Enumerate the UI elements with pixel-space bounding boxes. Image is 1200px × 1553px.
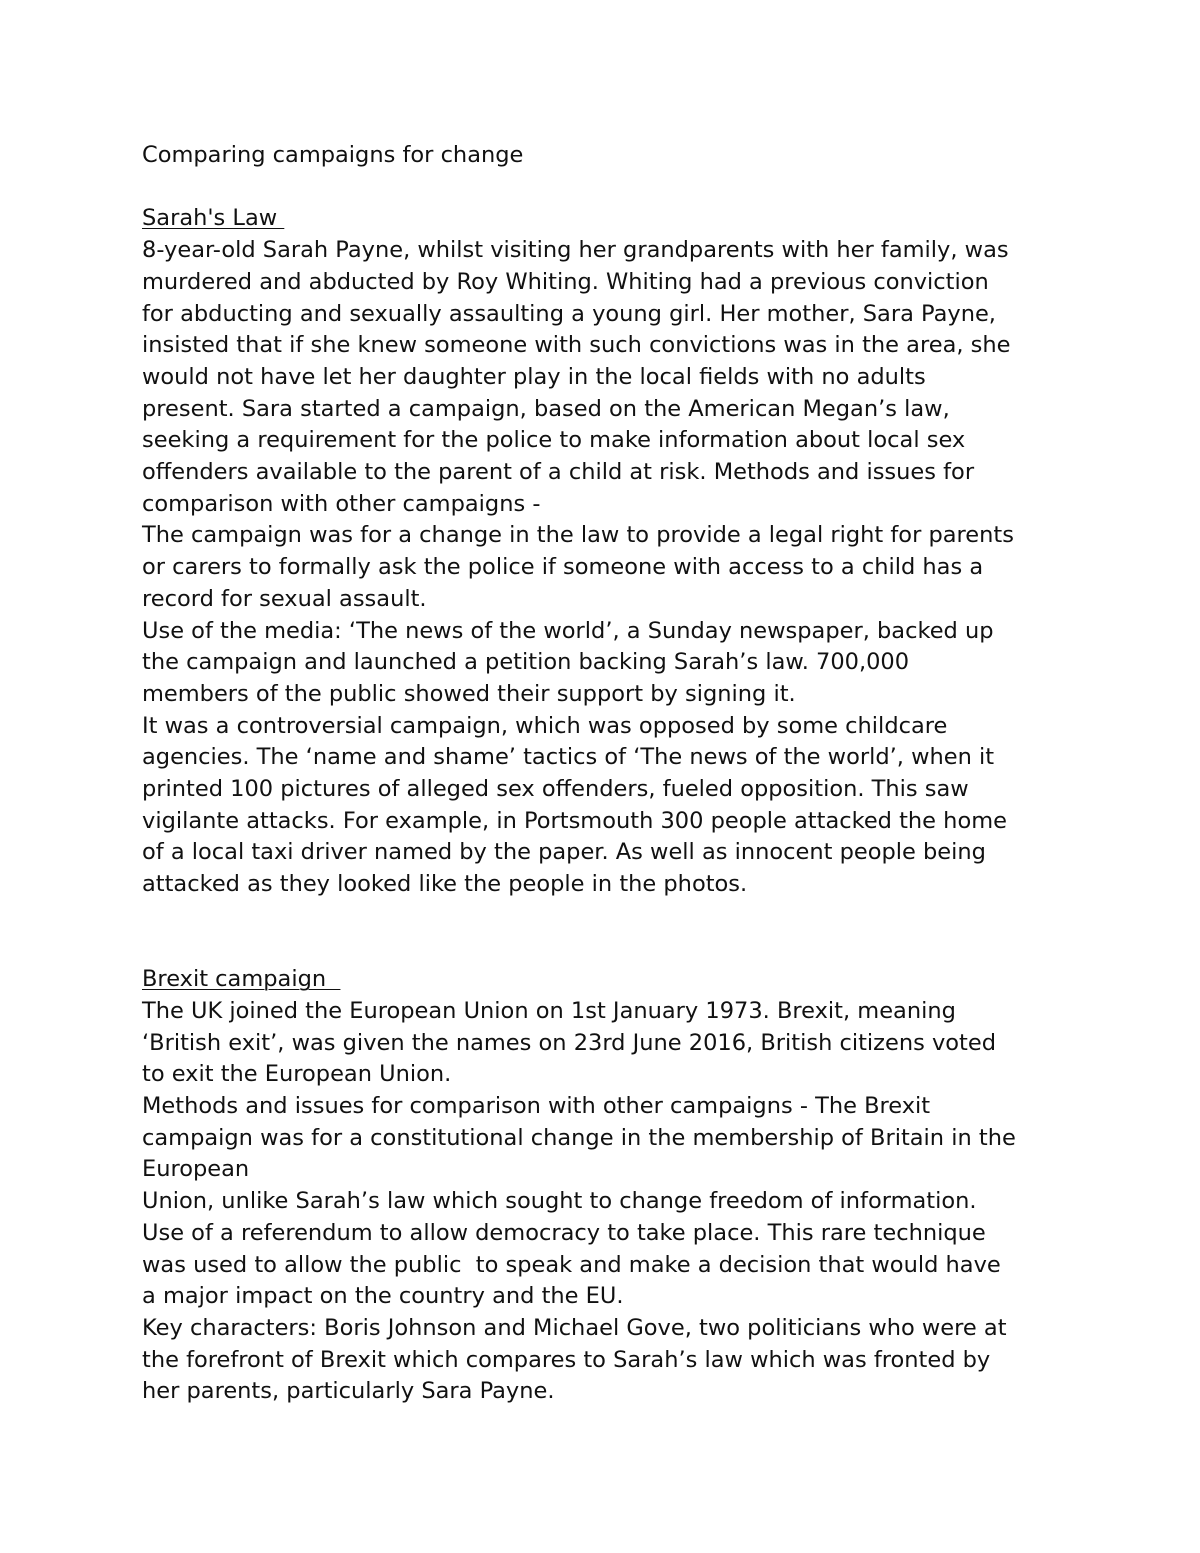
paragraph-line: 8-year-old Sarah Payne, whilst visiting her grandparents with her family, was bbox=[142, 237, 1009, 264]
document-title: Comparing campaigns for change bbox=[142, 142, 524, 168]
paragraph-line: for abducting and sexually assaulting a young girl. Her mother, Sara Payne, bbox=[142, 300, 996, 327]
paragraph-line: Union, unlike Sarah’s law which sought to change freedom of information. bbox=[142, 1188, 977, 1215]
paragraph-line: would not have let her daughter play in the local fields with no adults bbox=[142, 363, 926, 390]
paragraph-line: Key characters: Boris Johnson and Michael Gove, two politicians who were at bbox=[142, 1314, 1007, 1341]
paragraph-line: to exit the European Union. bbox=[142, 1061, 452, 1088]
paragraph-line: murdered and abducted by Roy Whiting. Whiting had a previous conviction bbox=[142, 268, 989, 295]
paragraph-line: attacked as they looked like the people in the photos. bbox=[142, 871, 748, 898]
paragraph-line: It was a controversial campaign, which was opposed by some childcare bbox=[142, 712, 948, 739]
paragraph-line: vigilante attacks. For example, in Portsmouth 300 people attacked the home bbox=[142, 807, 1007, 834]
section-heading-sarahs-law: Sarah's Law bbox=[142, 205, 285, 232]
paragraph-line: record for sexual assault. bbox=[142, 585, 427, 612]
paragraph-line: printed 100 pictures of alleged sex offenders, fueled opposition. This saw bbox=[142, 776, 969, 803]
paragraph-line: of a local taxi driver named by the paper. As well as innocent people being bbox=[142, 839, 986, 866]
paragraph-line: the forefront of Brexit which compares to Sarah’s law which was fronted by bbox=[142, 1346, 991, 1373]
paragraph-line: was used to allow the public to speak and make a decision that would have bbox=[142, 1251, 1001, 1278]
paragraph-line: Methods and issues for comparison with other campaigns - The Brexit bbox=[142, 1093, 931, 1120]
paragraph-line: The campaign was for a change in the law to provide a legal right for parents bbox=[142, 522, 1014, 549]
paragraph-line: or carers to formally ask the police if someone with access to a child has a bbox=[142, 554, 984, 581]
paragraph-line: members of the public showed their support by signing it. bbox=[142, 680, 796, 707]
paragraph-line: European bbox=[142, 1156, 250, 1183]
paragraph-line: her parents, particularly Sara Payne. bbox=[142, 1378, 555, 1405]
blank-line bbox=[142, 172, 1102, 204]
paragraph-line: ‘British exit’, was given the names on 23rd June 2016, British citizens voted bbox=[142, 1029, 996, 1056]
paragraph-line: a major impact on the country and the EU. bbox=[142, 1283, 624, 1310]
section-body-brexit-campaign bbox=[142, 996, 1102, 1408]
paragraph-line: insisted that if she knew someone with such convictions was in the area, she bbox=[142, 332, 1011, 359]
paragraph-line: Use of the media: ‘The news of the world’, a Sunday newspaper, backed up bbox=[142, 617, 994, 644]
paragraph-line: The UK joined the European Union on 1st January 1973. Brexit, meaning bbox=[142, 997, 956, 1024]
blank-lines bbox=[142, 901, 1102, 964]
paragraph-line: the campaign and launched a petition backing Sarah’s law. 700,000 bbox=[142, 649, 910, 676]
paragraph-line: present. Sara started a campaign, based on the American Megan’s law, bbox=[142, 395, 950, 422]
section-body-sarahs-law bbox=[142, 235, 1102, 901]
paragraph-line: campaign was for a constitutional change in the membership of Britain in the bbox=[142, 1124, 1016, 1151]
paragraph-line: Use of a referendum to allow democracy to take place. This rare technique bbox=[142, 1219, 986, 1246]
section-heading-brexit-campaign: Brexit campaign bbox=[142, 966, 341, 993]
document-page bbox=[142, 140, 1102, 1408]
paragraph-line: agencies. The ‘name and shame’ tactics of ‘The news of the world’, when it bbox=[142, 744, 995, 771]
paragraph-line: comparison with other campaigns - bbox=[142, 490, 541, 517]
paragraph-line: offenders available to the parent of a child at risk. Methods and issues for bbox=[142, 459, 975, 486]
paragraph-line: seeking a requirement for the police to make information about local sex bbox=[142, 427, 966, 454]
